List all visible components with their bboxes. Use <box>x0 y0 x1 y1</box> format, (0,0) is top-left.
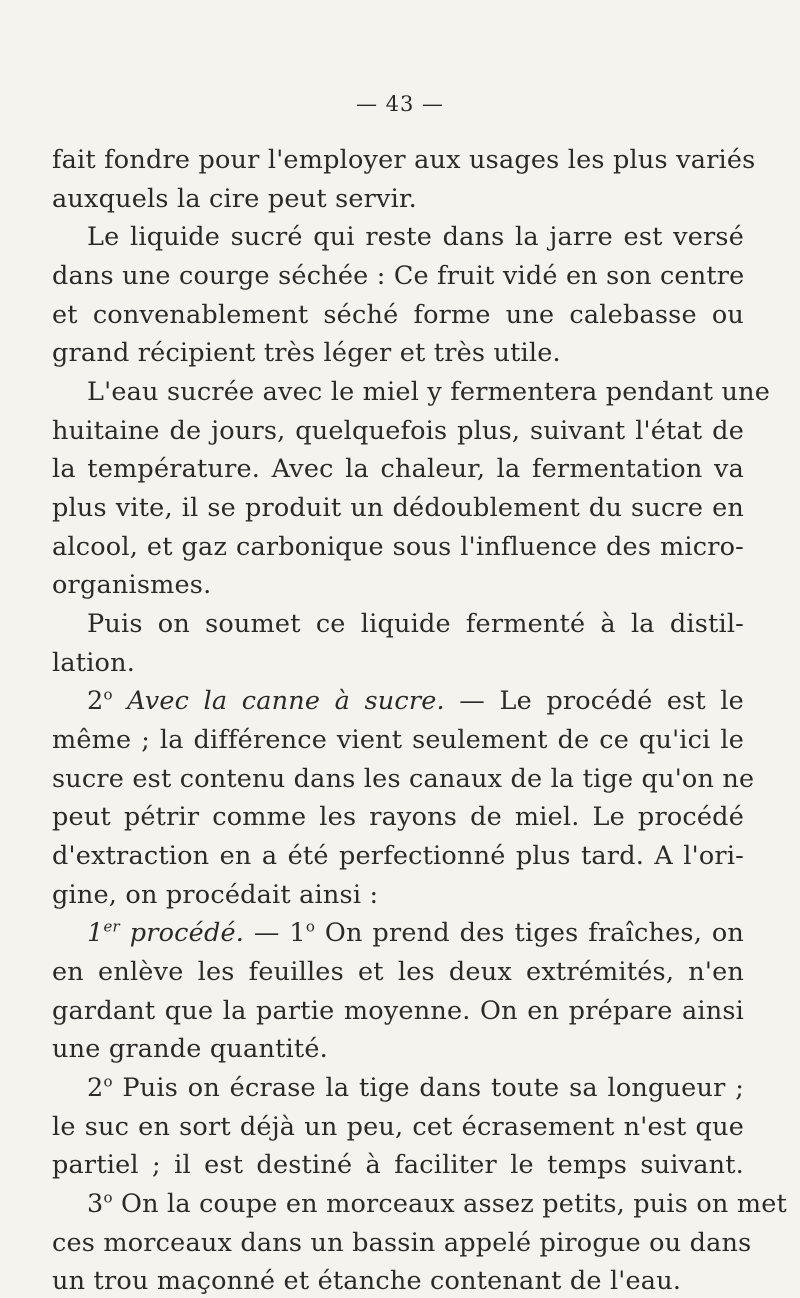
line-text: Puis on écrase la tige dans toute sa longueur ; <box>112 1073 744 1103</box>
text-line-21 <box>87 916 744 950</box>
text-line-24: une grande quantité. <box>52 1034 328 1064</box>
text-line-8: huitaine de jours, quelquefois plus, suivant l'état de <box>52 416 744 446</box>
text-line-15 <box>87 684 744 718</box>
ordinal-marker: o <box>103 1072 113 1091</box>
ordinal-marker: er <box>103 917 120 936</box>
text-line-10: plus vite, il se produit un dédoublement du sucre en <box>52 493 744 523</box>
line-text: — Le procédé est le <box>444 686 744 716</box>
text-line-30: un trou maçonné et étanche contenant de l'eau. <box>52 1266 682 1296</box>
page-number: — 43 — <box>355 92 445 116</box>
text-line-3: Le liquide sucré qui reste dans la jarre est versé <box>87 222 744 252</box>
text-line-17: sucre est contenu dans les canaux de la tige qu'on ne <box>52 764 755 794</box>
ordinal-marker: o <box>103 1188 113 1207</box>
line-text: On prend des tiges fraîches, on <box>315 918 744 948</box>
step-number: 3 <box>87 1189 104 1219</box>
text-line-14: lation. <box>52 648 136 678</box>
line-text: — 1 <box>244 918 306 948</box>
text-line-7: L'eau sucrée avec le miel y fermentera pendant une <box>87 377 770 407</box>
text-line-1: fait fondre pour l'employer aux usages les plus variés <box>52 145 756 175</box>
line-text: On la coupe en morceaux assez petits, puis on met <box>112 1189 787 1219</box>
text-line-16: même ; la différence vient seulement de ce qu'ici le <box>52 725 744 755</box>
text-line-9: la température. Avec la chaleur, la fermentation va <box>52 454 744 484</box>
text-line-18: peut pétrir comme les rayons de miel. Le procédé <box>52 802 744 832</box>
text-line-11: alcool, et gaz carbonique sous l'influence des micro- <box>52 532 744 562</box>
section-number: 2 <box>87 686 104 716</box>
section-heading: Avec la canne à sucre. <box>127 686 445 716</box>
text-line-29: ces morceaux dans un bassin appelé pirogue ou dans <box>52 1228 752 1258</box>
text-line-20: gine, on procédait ainsi : <box>52 880 379 910</box>
text-line-26: le suc en sort déjà un peu, cet écrasement n'est que <box>52 1112 744 1142</box>
section-heading: procédé. <box>129 918 245 948</box>
text-line-12: organismes. <box>52 570 212 600</box>
text-line-23: gardant que la partie moyenne. On en prépare ainsi <box>52 996 744 1026</box>
text-line-25 <box>87 1071 744 1105</box>
ordinal-marker: o <box>103 685 113 704</box>
text-line-27: partiel ; il est destiné à faciliter le temps suivant. <box>52 1150 744 1180</box>
text-line-6: grand récipient très léger et très utile. <box>52 338 561 368</box>
text-line-2: auxquels la cire peut servir. <box>52 184 417 214</box>
text-line-13: Puis on soumet ce liquide fermenté à la distil- <box>87 609 744 639</box>
text-line-4: dans une courge séchée : Ce fruit vidé en son centre <box>52 261 745 291</box>
text-line-28 <box>87 1187 787 1221</box>
section-number: 1 <box>87 918 104 948</box>
step-number: 2 <box>87 1073 104 1103</box>
text-line-22: en enlève les feuilles et les deux extrémités, n'en <box>52 957 744 987</box>
ordinal-marker: o <box>305 917 316 936</box>
text-line-19: d'extraction en a été perfectionné plus tard. A l'ori- <box>52 841 744 871</box>
text-line-5: et convenablement séché forme une calebasse ou <box>52 300 744 330</box>
